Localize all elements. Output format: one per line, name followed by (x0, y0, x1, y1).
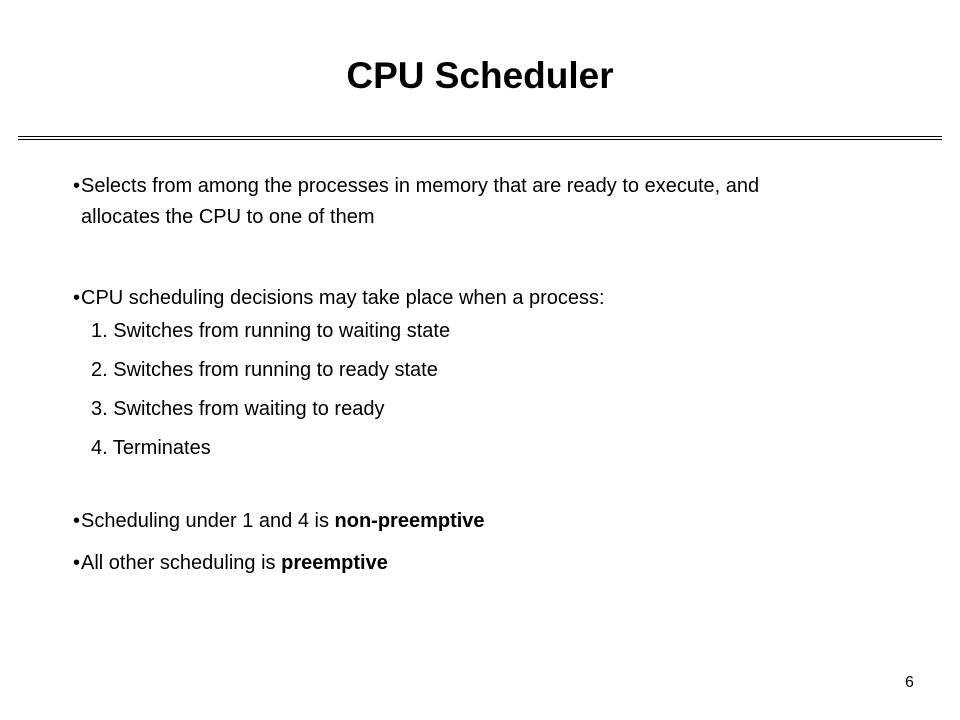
bullet-dot: • (73, 552, 81, 574)
bullet-item (73, 171, 833, 233)
bullet-text: All other scheduling is (81, 552, 282, 574)
bullet-item (73, 283, 833, 314)
bullet-dot: • (73, 175, 81, 197)
bullet-dot: • (73, 510, 81, 532)
list-item: 1. Switches from running to waiting state (91, 320, 451, 342)
emphasis-text: non-preemptive (334, 510, 485, 532)
bullet-text: CPU scheduling decisions may take place when a process: (81, 287, 605, 309)
list-item: 2. Switches from running to ready state (91, 359, 438, 381)
bullet-item (73, 548, 833, 579)
bullet-item (73, 506, 833, 537)
bullet-dot: • (73, 287, 81, 309)
emphasis-text: preemptive (281, 552, 388, 574)
page-number: 6 (905, 674, 914, 691)
slide-title: CPU Scheduler (346, 55, 614, 96)
bullet-text: Scheduling under 1 and 4 is (81, 510, 335, 532)
bullet-text: Selects from among the processes in memory that are ready to execute, and allocates the CPU to one of them (81, 175, 760, 228)
list-item: 3. Switches from waiting to ready (91, 398, 385, 420)
list-item: 4. Terminates (91, 437, 211, 459)
